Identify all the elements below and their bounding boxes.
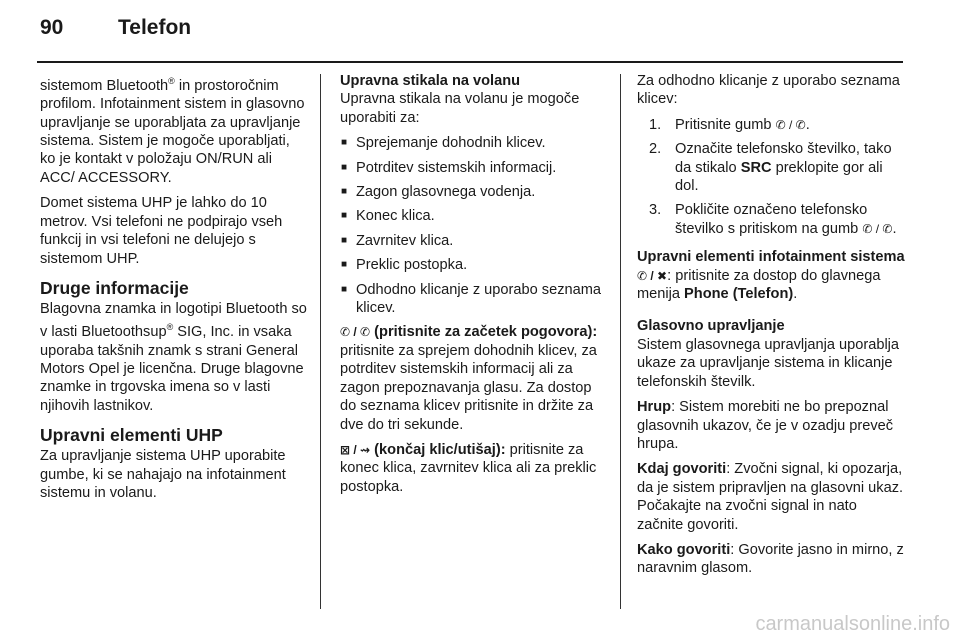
list-item: ■ Sprejemanje dohodnih klicev.: [340, 134, 610, 152]
text: .: [805, 116, 810, 133]
paragraph-voice-control: Sistem glasovnega upravljanja uporablja ukaze za upravljanje sistema in klicanje telefonskih številk.: [637, 336, 900, 390]
list-item: ■ Konec klica.: [340, 207, 610, 225]
text: sistemom Bluetooth: [40, 77, 169, 94]
paragraph-steering-intro: Upravna stikala na volanu je mogoče uporabiti za:: [340, 91, 580, 126]
text: in prostoročnim profilom. Infotainment sistem in glasovno upravljanje se uporabljata za upravljanje sistema. Sistem je mogoče uporabljati, ko je kontakt v položaju ON/RUN ali ACC/ ACCESSORY.: [40, 77, 305, 186]
text: Pokličite označeno telefonsko številko s pritiskom na gumb: [675, 202, 868, 237]
text: : Govorite jasno in mirno, z naravnim glasom.: [637, 541, 904, 577]
text: : pritisnite za dostop do glavnega menija: [637, 267, 881, 303]
paragraph-range: Domet sistema UHP je lahko do 10 metrov. Vsi telefoni ne podpirajo vseh funkcij in vsi telefoni ne delujejo s sistemom UHP.: [40, 195, 283, 267]
heading-infotainment-controls: Upravni elementi infotainment sistema: [637, 249, 905, 266]
phone-mute-icon: ✆ / ✖: [637, 268, 668, 283]
step-number: 1.: [649, 116, 662, 133]
column-divider-1: [320, 74, 321, 609]
steering-functions-list: [340, 134, 610, 317]
text: preklopite gor ali dol.: [675, 159, 883, 195]
src-label: SRC: [740, 159, 772, 176]
text: Označite telefonsko številko, tako da stikalo: [675, 141, 892, 176]
phone-call-icon: ✆ / ✆: [340, 325, 371, 340]
phone-menu-label: Phone (Telefon): [684, 286, 794, 303]
paragraph-when-to-speak: [637, 460, 905, 534]
page-number: 90: [40, 16, 64, 39]
list-item: [637, 140, 905, 195]
list-item: [637, 201, 905, 238]
list-item: ■ Potrditev sistemskih informacij.: [340, 159, 610, 177]
column-1: [40, 72, 308, 509]
text: : Zvočni signal, ki opozarja, da je sistem pripravljen na glasovni ukaz. Počakajte na zvočni signal in nato začnite govoriti.: [637, 461, 904, 533]
paragraph-outgoing-intro: Za odhodno klicanje z uporabo seznama klicev:: [637, 73, 900, 108]
noise-label: Hrup: [637, 399, 672, 416]
steps-list: [637, 116, 905, 238]
step-number: 2.: [649, 141, 662, 158]
list-item: ■ Preklic postopka.: [340, 256, 610, 274]
paragraph-end-button: [340, 441, 610, 496]
phone-call-icon: ✆ / ✆: [775, 117, 806, 132]
watermark: carmanualsonline.info: [755, 613, 950, 635]
text: .: [892, 220, 897, 237]
text: : Sistem morebiti ne bo prepoznal glasovnih ukazov, če je v ozadju preveč hrupa.: [637, 399, 894, 452]
column-divider-2: [620, 74, 621, 609]
text: .: [793, 286, 798, 303]
registered-mark: ®: [166, 322, 174, 333]
text: SIG, Inc. in vsaka uporaba takšnih znamk s strani General Motors Opel je licenčna. Druge blagovne znamke in trgovska imena so v lasti njihovih lastnikov.: [40, 324, 304, 414]
end-call-mute-icon: ⊠ / ⇝: [340, 442, 371, 457]
paragraph-noise: [637, 398, 905, 453]
text: pritisnite za konec klica, zavrnitev klica ali za preklic postopka.: [340, 441, 597, 495]
heading-steering-controls: Upravna stikala na volanu: [340, 73, 521, 89]
step-number: 3.: [649, 202, 662, 219]
text: pritisnite za sprejem dohodnih klicev, za potrditev sistemskih informacij ali za zagon prepoznavanja glasu. Za dostop do seznama klicev pritisnite in držite za dve do tri sekunde.: [340, 342, 597, 433]
phone-call-icon: ✆ / ✆: [862, 221, 893, 236]
text: Blagovna znamka in logotipi Bluetooth so v lasti Bluetoothsup: [40, 300, 307, 341]
paragraph-trademark: [40, 300, 308, 415]
when-label: Kdaj govoriti: [637, 461, 727, 478]
page-title: Telefon: [118, 16, 192, 39]
paragraph-call-button: [340, 323, 610, 433]
column-2: [340, 72, 610, 503]
heading-druge-informacije: Druge informacije: [40, 277, 189, 298]
header-rule: [37, 61, 903, 63]
paragraph-uhp-controls: Za upravljanje sistema UHP uporabite gumbe, ki se nahajajo na infotainment sistemu in volanu.: [40, 448, 286, 502]
how-label: Kako govoriti: [637, 541, 731, 558]
paragraph-phone-menu: [637, 267, 905, 304]
registered-mark: ®: [168, 76, 175, 86]
text: (končaj klic/utišaj):: [370, 441, 506, 458]
heading-upravni-elementi-uhp: Upravni elementi UHP: [40, 425, 223, 446]
paragraph-bluetooth: [40, 72, 308, 187]
list-item: [637, 116, 905, 134]
text: (pritisnite za začetek pogovora):: [370, 324, 598, 341]
list-item: ■ Zavrnitev klica.: [340, 232, 610, 250]
paragraph-how-to-speak: [637, 541, 905, 578]
list-item: ■ Odhodno klicanje z uporabo seznama klicev.: [340, 281, 610, 318]
list-item: ■ Zagon glasovnega vodenja.: [340, 183, 610, 201]
column-3: [637, 72, 905, 585]
heading-voice-control: Glasovno upravljanje: [637, 318, 785, 335]
text: Pritisnite gumb: [675, 116, 776, 133]
